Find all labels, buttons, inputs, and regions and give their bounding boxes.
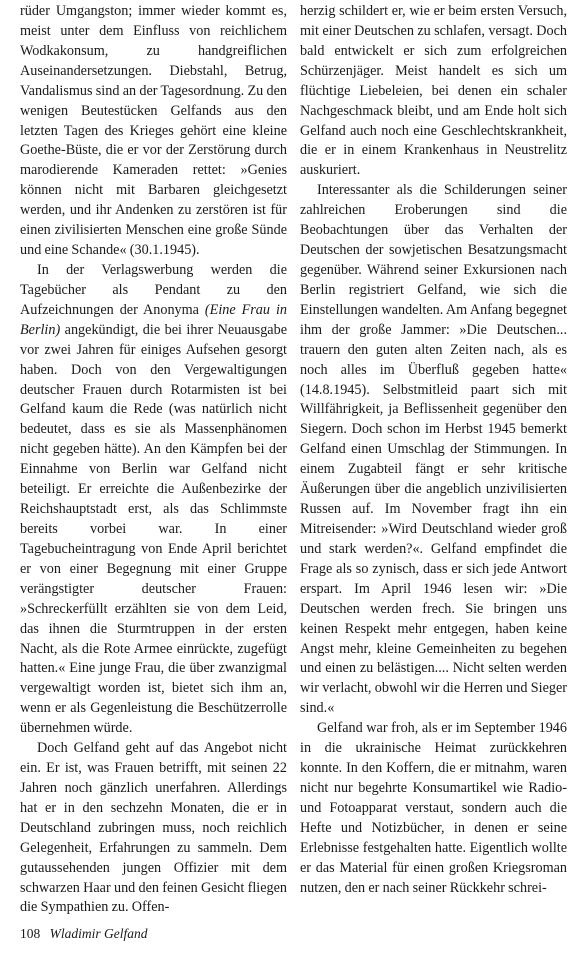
paragraph: Gelfand war froh, als er im September 1946 in die ukrainische Heimat zurückkehren konnte. In den Koffern, die er mitnahm, waren nicht nur begehrte Konsumartikel wie Radio- und Fotoapparat verstaut, sondern auch die Hefte und Notizbücher, in denen er seine Erlebnisse festgehalten hatte. Eigentlich wollte er das Material für einen großen Kriegsroman nutzen, den er nach seiner Rückkehr schrei- xyxy=(300,720,567,896)
paragraph: herzig schildert er, wie er beim ersten Versuch, mit einer Deutschen zu schlafen, versagt. Doch bald entwickelt er sich zum erfolgreichen Schürzenjäger. Meist handelt es sich um flüchtige Liebeleien, bei denen ein schaler Nachgeschmack bleibt, und am Ende holt sich Gelfand auch noch eine Geschlechtskrankheit, die er in einem Krankenhaus in Neustrelitz auskuriert. xyxy=(300,3,567,179)
paragraph-text: angekündigt, die bei ihrer Neuausgabe vor zwei Jahren für einiges Aufsehen gesorgt haben. Doch von den Vergewaltigungen deutscher Frauen durch Rotarmisten ist bei Gelfand kaum die Rede (was natürlich nicht bedeutet, dass es sie als Massenphänomen nicht gegeben hätte). An den Kämpfen bei der Einnahme von Berlin war Gelfand nicht beteiligt. Er erreichte die Außenbezirke der Reichshauptstadt erst, als das Schlimmste bereits vorbei war. In einer Tagebucheintragung von Ende April berichtet er von einer Begegnung mit einer Gruppe verängstigter deutscher Frauen: »Schreckerfüllt erzählten sie von dem Leid, das ihnen die Sturmtruppen in der ersten Nacht, als die Rote Armee einrückte, zugefügt hatten.« Eine junge Frau, die über zwanzigmal vergewaltigt worden ist, bietet sich ihm an, wenn er als Gegenleistung die Beschützerrolle übernehmen würde. xyxy=(20,321,287,737)
text-column-left xyxy=(20,2,287,918)
paragraph-text: In der Verlagswerbung werden die Tagebücher als Pendant zu den Aufzeichnungen der Anonyma xyxy=(20,261,287,318)
page-footer xyxy=(20,926,148,942)
page-number: 108 xyxy=(20,926,41,941)
running-footer-author: Wladimir Gelfand xyxy=(49,926,148,941)
paragraph: Interessanter als die Schilderungen seiner zahlreichen Eroberungen sind die Beobachtungen über das Verhalten der Deutschen der sowjetischen Besatzungsmacht gegenüber. Während seiner Exkursionen nach Berlin registriert Gelfand, wie sich die Einstellungen wandelten. Am Anfang begegnet ihm der große Jammer: »Die Deutschen... trauern den guten alten Zeiten nach, als es noch alles im Überfluß gegeben hatte« (14.8.1945). Selbstmitleid paart sich mit Willfährigkeit, ja Beflissenheit gegenüber den Siegern. Doch schon im Herbst 1945 bemerkt Gelfand einen Umschlag der Stimmungen. In einem Zugabteil fängt er sehr kritische Äußerungen über die angeblich unzivilisierten Russen auf. Im November fragt ihn ein Mitreisender: »Wird Deutschland wieder groß und stark werden?«. Gelfand empfindet die Frage als so zynisch, dass er sich jede Antwort erspart. Im April 1946 lesen wir: »Die Deutschen werden frech. Sie bringen uns keinen Respekt mehr entgegen, haben keine Angst mehr, kleine Gemeinheiten zu begehen und einen zu belästigen.... Nicht selten werden wir verlacht, obwohl wir die Herren und Sieger sind.« xyxy=(300,182,567,717)
paragraph: Doch Gelfand geht auf das Angebot nicht ein. Er ist, was Frauen betrifft, mit seinen 22 Jahren noch gänzlich unerfahren. Allerdings hat er in den sechzehn Monaten, die er in Deutschland zubringen muss, noch reichlich Gelegenheit, Erfahrungen zu sammeln. Dem gutaussehenden jungen Offizier mit dem schwarzen Haar und den feinen Gesicht fliegen die Sympathien zu. Offen- xyxy=(20,740,287,916)
book-title: (Eine Frau in Berlin) xyxy=(20,301,287,338)
paragraph: rüder Umgangston; immer wieder kommt es, meist unter dem Einfluss von reichlichem Wodkakonsum, zu handgreiflichen Auseinandersetzungen. Diebstahl, Betrug, Vandalismus sind an der Tagesordnung. Zu den wenigen Beutestücken Gelfands aus den letzten Tagen des Krieges gehört eine kleine Goethe-Büste, die er vor der Zerstörung durch marodierende Kameraden rettet: »Genies können nicht mit Barbaren gleichgesetzt werden, und ihr Andenken zu zerstören ist für einen zivilisierten Menschen eine große Sünde und eine Schande« (30.1.1945). xyxy=(20,3,287,259)
paragraph xyxy=(20,261,287,739)
text-column-right xyxy=(300,2,567,898)
